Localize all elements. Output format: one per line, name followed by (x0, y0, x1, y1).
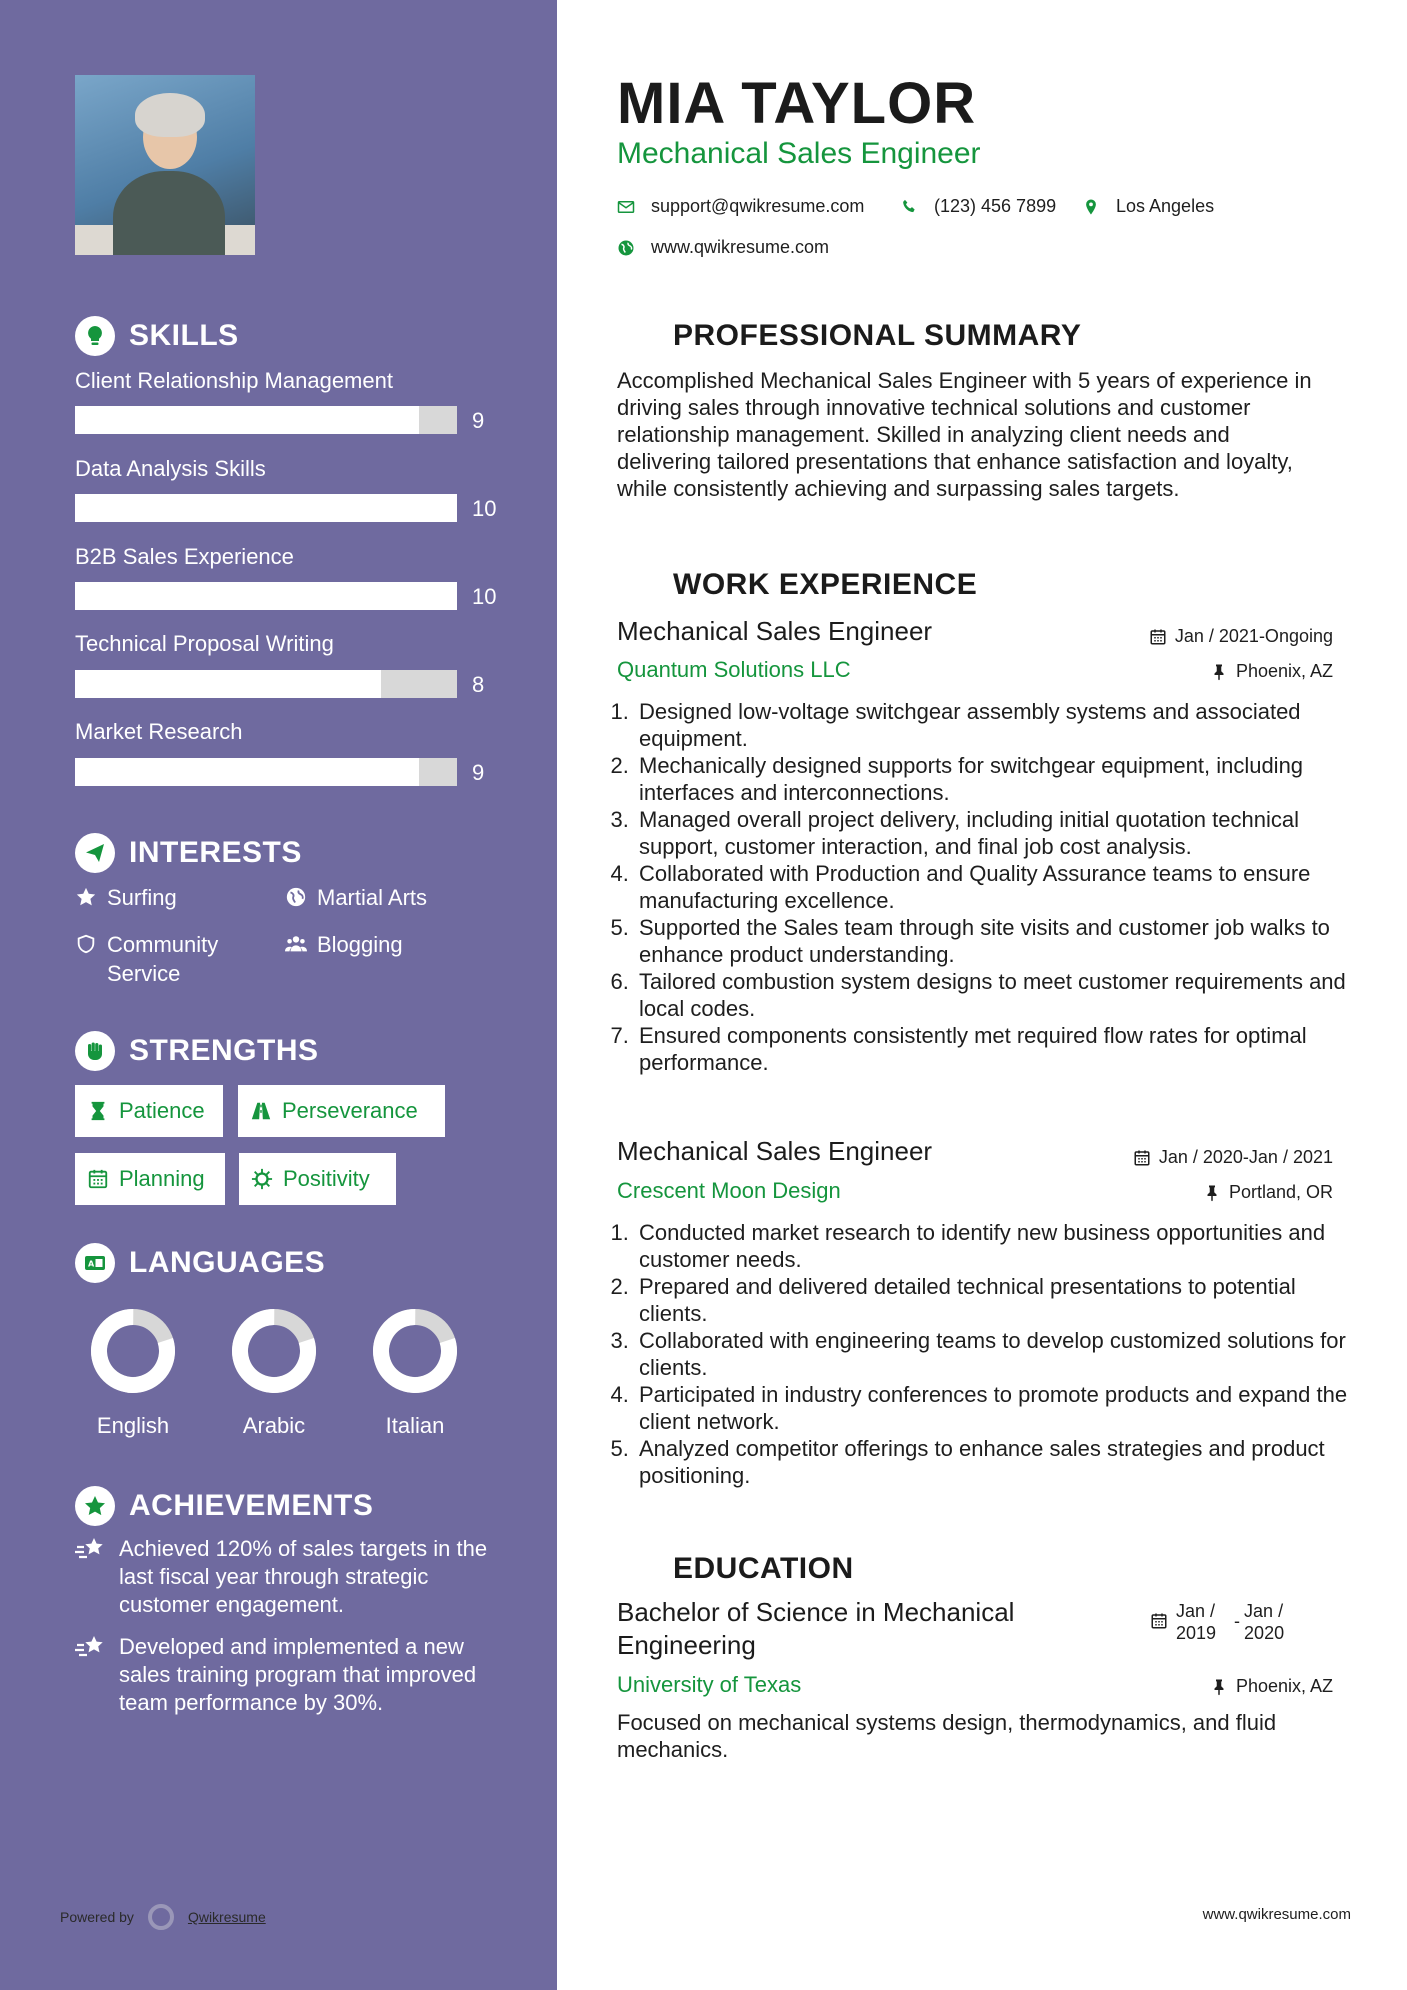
globe-icon (617, 239, 635, 257)
languages-heading (75, 1243, 325, 1283)
pushpin-icon (1210, 1678, 1228, 1696)
skill-name: Client Relationship Management (75, 368, 393, 393)
users-icon (285, 933, 307, 955)
skill-level: 8 (472, 672, 485, 697)
experience-heading (617, 565, 977, 605)
pushpin-icon (1210, 663, 1228, 681)
sidebar (0, 0, 557, 1990)
language-icon (75, 1243, 115, 1283)
strength-badge: Planning (75, 1153, 225, 1205)
list-item: 5. Supported the Sales team through site visits and customer job walks to enhance product understanding. (635, 914, 1355, 968)
shooting-star-icon (75, 1633, 107, 1661)
strengths-title: STRENGTHS (129, 1034, 319, 1067)
contact-email (617, 196, 864, 217)
summary-title: PROFESSIONAL SUMMARY (673, 319, 1082, 352)
job-duties (617, 1219, 1355, 1489)
contact-location: Los Angeles (1082, 196, 1214, 217)
experience-title: WORK EXPERIENCE (673, 568, 978, 601)
language-item (355, 1307, 475, 1439)
job-dates: Jan / 2020-Jan / 2021 (1133, 1147, 1333, 1168)
strength-badge: Patience (75, 1085, 223, 1137)
skill-bar (75, 582, 457, 610)
strengths-heading (75, 1031, 319, 1071)
education-heading (617, 1549, 854, 1589)
award-star-icon (75, 1486, 115, 1526)
language-ring (371, 1307, 459, 1395)
list-item: 2. Prepared and delivered detailed technical presentations to potential clients. (635, 1273, 1355, 1327)
user-icon (617, 316, 657, 356)
education-title: EDUCATION (673, 1552, 854, 1585)
list-item: 4. Collaborated with Production and Quality Assurance teams to ensure manufacturing excellence. (635, 860, 1355, 914)
shield-icon (75, 933, 97, 955)
map-marker-icon (1082, 198, 1100, 216)
interest-item: Martial Arts (285, 883, 515, 912)
calendar-icon (1149, 628, 1167, 646)
education-start: Jan / 2019 (1176, 1601, 1217, 1643)
achievement-item: Achieved 120% of sales targets in the last fiscal year through strategic customer engagement. (75, 1535, 515, 1619)
pushpin-icon (1203, 1184, 1221, 1202)
calendar-icon (87, 1168, 109, 1190)
contact-website (617, 237, 829, 258)
education-end: Jan / 2020 (1244, 1601, 1285, 1643)
achievements-heading (75, 1486, 373, 1526)
job-dates: Jan / 2021-Ongoing (1149, 626, 1333, 647)
interest-item: Blogging (285, 930, 515, 959)
sun-icon (251, 1168, 273, 1190)
phone-icon (900, 198, 918, 216)
skill-level: 10 (472, 496, 497, 521)
globe-icon (285, 886, 307, 908)
list-item: 3. Collaborated with engineering teams to develop customized solutions for clients. (635, 1327, 1355, 1381)
list-item: 1. Conducted market research to identify new business opportunities and customer needs. (635, 1219, 1355, 1273)
skill-bar (75, 406, 457, 434)
job-duties (617, 698, 1355, 1076)
list-item: 3. Managed overall project delivery, including initial quotation technical support, customer interaction, and final job cost analysis. (635, 806, 1355, 860)
skills-heading (75, 316, 239, 356)
star-icon (75, 886, 97, 908)
pushpin-icon (617, 565, 657, 605)
job-location: Phoenix, AZ (1210, 661, 1333, 682)
interest-item: Community Service (75, 930, 265, 988)
strength-badge: Perseverance (238, 1085, 445, 1137)
qwikresume-logo-icon (148, 1904, 174, 1930)
skill-name: B2B Sales Experience (75, 544, 294, 569)
candidate-title: Mechanical Sales Engineer (617, 137, 981, 170)
fist-icon (75, 1031, 115, 1071)
skill-bar (75, 494, 457, 522)
road-icon (250, 1100, 272, 1122)
interests-heading (75, 833, 302, 873)
list-item: 6. Tailored combustion system designs to meet customer requirements and local codes. (635, 968, 1355, 1022)
skill-level: 10 (472, 584, 497, 609)
skill-bar (75, 758, 457, 786)
language-ring (89, 1307, 177, 1395)
language-item (214, 1307, 334, 1439)
education-dates: Jan / 2019 - Jan / 2020 (1150, 1600, 1284, 1644)
contact-phone: (123) 456 7899 (900, 196, 1056, 217)
language-name: English (96, 1413, 170, 1438)
language-item (73, 1307, 193, 1439)
skills-title: SKILLS (129, 319, 239, 352)
language-name: Arabic (242, 1413, 306, 1438)
website-link[interactable]: www.qwikresume.com (651, 237, 830, 257)
language-ring (230, 1307, 318, 1395)
skill-level: 9 (472, 408, 485, 433)
achievement-item: Developed and implemented a new sales training program that improved team performance by 30%. (75, 1633, 515, 1717)
strength-badge: Positivity (239, 1153, 396, 1205)
calendar-icon (1150, 1612, 1168, 1630)
svg-text:A: A (88, 1259, 95, 1269)
interest-item: Surfing (75, 883, 265, 912)
interests-title: INTERESTS (129, 836, 302, 869)
list-item: 5. Analyzed competitor offerings to enhance sales strategies and product positioning. (635, 1435, 1355, 1489)
school-name: University of Texas (617, 1672, 802, 1697)
skill-name: Technical Proposal Writing (75, 631, 334, 656)
graduate-icon (617, 1549, 657, 1589)
candidate-name: MIA TAYLOR (617, 71, 977, 136)
skill-bar (75, 670, 457, 698)
calendar-icon (1133, 1149, 1151, 1167)
list-item: 4. Participated in industry conferences to promote products and expand the client network. (635, 1381, 1355, 1435)
shooting-star-icon (75, 1535, 107, 1563)
footer-website[interactable]: www.qwikresume.com (1202, 1906, 1351, 1923)
skill-name: Data Analysis Skills (75, 456, 266, 481)
education-description: Focused on mechanical systems design, thermodynamics, and fluid mechanics. (617, 1710, 1277, 1762)
list-item: 7. Ensured components consistently met required flow rates for optimal performance. (635, 1022, 1355, 1076)
summary-text: Accomplished Mechanical Sales Engineer with 5 years of experience in driving sales through innovative technical solutions and customer relationship management. Skilled in analyzing client needs and delivering tailored presentations that enhance satisfaction and loyalty, while consistently achieving and surpassing sales targets. (617, 368, 1312, 501)
powered-by: Powered by Qwikresume (60, 1904, 266, 1930)
job-location: Portland, OR (1203, 1182, 1333, 1203)
language-name: Italian (385, 1413, 445, 1438)
profile-photo (75, 75, 255, 255)
company-name: Quantum Solutions LLC (617, 657, 851, 682)
envelope-icon (617, 198, 635, 216)
degree-title: Bachelor of Science in Mechanical Engineering (617, 1597, 1015, 1660)
paper-plane-icon (75, 833, 115, 873)
qwikresume-link[interactable]: Qwikresume (187, 1909, 266, 1925)
achievements-title: ACHIEVEMENTS (129, 1489, 374, 1522)
company-name: Crescent Moon Design (617, 1178, 841, 1203)
lightbulb-icon (75, 316, 115, 356)
education-location: Phoenix, AZ (1210, 1676, 1333, 1697)
languages-title: LANGUAGES (129, 1246, 326, 1279)
summary-heading (617, 316, 1081, 356)
email-link[interactable]: support@qwikresume.com (651, 196, 865, 216)
job-title: Mechanical Sales Engineer (617, 1136, 933, 1166)
skill-name: Market Research (75, 719, 243, 744)
hourglass-icon (87, 1100, 109, 1122)
job-title: Mechanical Sales Engineer (617, 616, 933, 646)
list-item: 1. Designed low-voltage switchgear assembly systems and associated equipment. (635, 698, 1355, 752)
skill-level: 9 (472, 760, 485, 785)
list-item: 2. Mechanically designed supports for switchgear equipment, including interfaces and interconnections. (635, 752, 1355, 806)
